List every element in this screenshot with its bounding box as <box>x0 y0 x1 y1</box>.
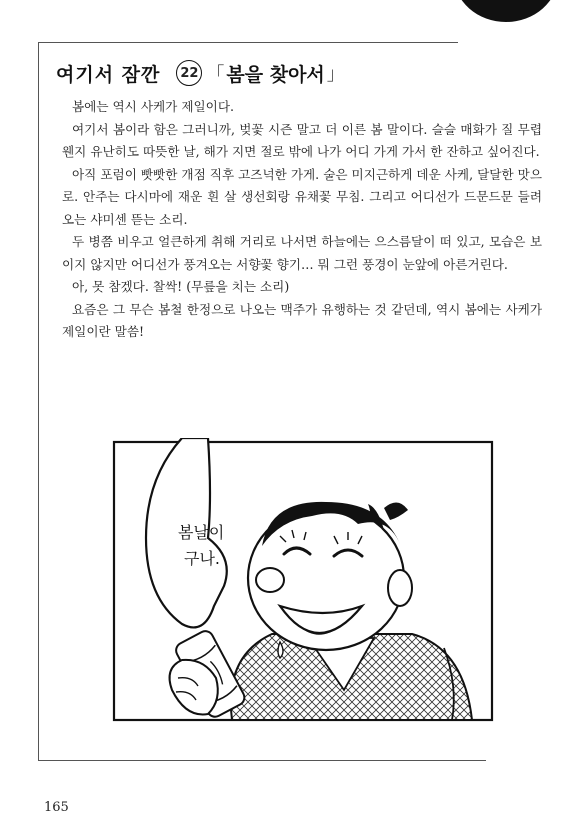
episode-number-badge: 22 <box>176 60 202 86</box>
episode-title: 봄을 찾아서 <box>226 63 325 86</box>
paragraph-3: 아직 포럼이 빳빳한 개점 직후 고즈넉한 가게. 술은 미지근하게 데운 사케, 달달한 맛으로. 안주는 다시마에 재운 흰 살 생선회랑 유채꽃 무침. 그리고 어디선가 드문드문 들려오는 샤미센 뜯는 소리. <box>62 166 542 227</box>
paragraph-6: 요즘은 그 무슨 봄철 한정으로 나오는 맥주가 유행하는 것 같던데, 역시 봄에는 사케가 제일이란 말씀! <box>62 301 542 339</box>
speech-line-1: 봄날이 <box>178 523 225 542</box>
speech-line-2: 구나. <box>184 549 220 568</box>
paragraph-5: 아, 못 참겠다. 찰싹! (무릎을 치는 소리) <box>72 279 290 294</box>
paragraph-4: 두 병쯤 비우고 얼큰하게 취해 거리로 나서면 하늘에는 으스름달이 떠 있고, 모습은 보이지 않지만 어디선가 풍겨오는 서향꽃 향기… 뭐 그런 풍경이 눈앞에 아른거린다. <box>62 234 542 272</box>
frame-top-line <box>38 42 458 43</box>
section-heading <box>56 58 345 88</box>
close-bracket: 」 <box>326 64 345 85</box>
series-title: 여기서 잠깐 <box>56 63 161 86</box>
nose <box>256 568 284 592</box>
paragraph-2: 여기서 봄이라 함은 그러니까, 벚꽃 시즌 말고 더 이른 봄 말이다. 슬슬 매화가 질 무렵 웬지 유난히도 따뜻한 날, 해가 지면 절로 밖에 나가 어디 가게 가서 한 잔하고 싶어진다. <box>62 121 542 159</box>
paragraph-1: 봄에는 역시 사케가 제일이다. <box>72 99 234 114</box>
frame-bottom-line <box>38 760 486 761</box>
manga-illustration <box>112 438 496 724</box>
article-body <box>62 96 542 344</box>
frame-left-line <box>38 42 39 760</box>
open-bracket: 「 <box>206 64 225 85</box>
corner-decoration <box>454 0 558 22</box>
ear <box>388 570 412 606</box>
page-number: 165 <box>44 800 69 815</box>
